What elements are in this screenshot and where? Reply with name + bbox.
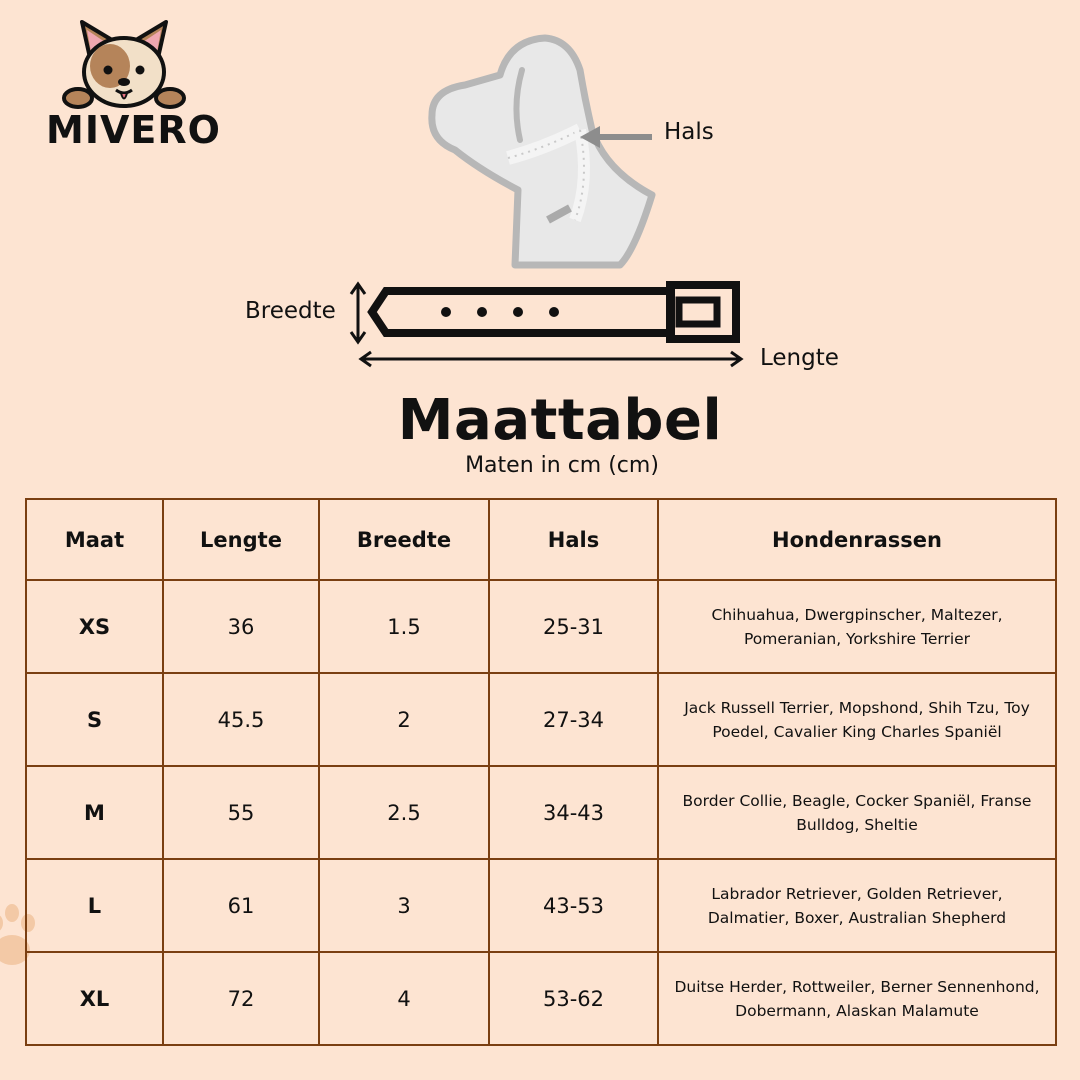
- length-label: Lengte: [760, 345, 839, 371]
- length-cell: 61: [163, 859, 319, 952]
- width-cell: 1.5: [319, 580, 489, 673]
- collar-outline-icon: [346, 276, 746, 372]
- header-size: Maat: [26, 499, 163, 580]
- size-table: [25, 498, 1057, 1046]
- breeds-cell: Duitse Herder, Rottweiler, Berner Sennenhond, Dobermann, Alaskan Malamute: [658, 952, 1056, 1045]
- table-row: [26, 859, 1056, 952]
- length-cell: 55: [163, 766, 319, 859]
- header-neck: Hals: [489, 499, 658, 580]
- length-cell: 36: [163, 580, 319, 673]
- page-title: Maattabel: [397, 388, 723, 453]
- length-cell: 72: [163, 952, 319, 1045]
- width-label: Breedte: [245, 298, 336, 324]
- header-width: Breedte: [319, 499, 489, 580]
- width-cell: 2.5: [319, 766, 489, 859]
- size-cell: XS: [26, 580, 163, 673]
- breeds-cell: Chihuahua, Dwergpinscher, Maltezer, Pomeranian, Yorkshire Terrier: [658, 580, 1056, 673]
- table-row: [26, 673, 1056, 766]
- size-cell: XL: [26, 952, 163, 1045]
- neck-cell: 25-31: [489, 580, 658, 673]
- table-row: [26, 766, 1056, 859]
- size-cell: S: [26, 673, 163, 766]
- neck-cell: 43-53: [489, 859, 658, 952]
- table-row: [26, 952, 1056, 1045]
- breeds-cell: Labrador Retriever, Golden Retriever, Dalmatier, Boxer, Australian Shepherd: [658, 859, 1056, 952]
- brand-logo: [46, 14, 221, 152]
- breeds-cell: Border Collie, Beagle, Cocker Spaniël, Franse Bulldog, Sheltie: [658, 766, 1056, 859]
- neck-cell: 34-43: [489, 766, 658, 859]
- breeds-cell: Jack Russell Terrier, Mopshond, Shih Tzu, Toy Poedel, Cavalier King Charles Spaniël: [658, 673, 1056, 766]
- neck-cell: 27-34: [489, 673, 658, 766]
- header-breeds: Hondenrassen: [658, 499, 1056, 580]
- width-cell: 4: [319, 952, 489, 1045]
- table-row: [26, 580, 1056, 673]
- bulldog-puppy-icon: [60, 14, 190, 114]
- neck-label: Hals: [664, 119, 714, 145]
- neck-cell: 53-62: [489, 952, 658, 1045]
- width-cell: 2: [319, 673, 489, 766]
- width-cell: 3: [319, 859, 489, 952]
- table-header-row: [26, 499, 1056, 580]
- brand-name: MIVERO: [46, 108, 221, 152]
- size-cell: L: [26, 859, 163, 952]
- dog-head-with-measuring-tape-icon: [420, 30, 670, 275]
- header-length: Lengte: [163, 499, 319, 580]
- length-cell: 45.5: [163, 673, 319, 766]
- page-subtitle: Maten in cm (cm): [465, 453, 659, 478]
- size-cell: M: [26, 766, 163, 859]
